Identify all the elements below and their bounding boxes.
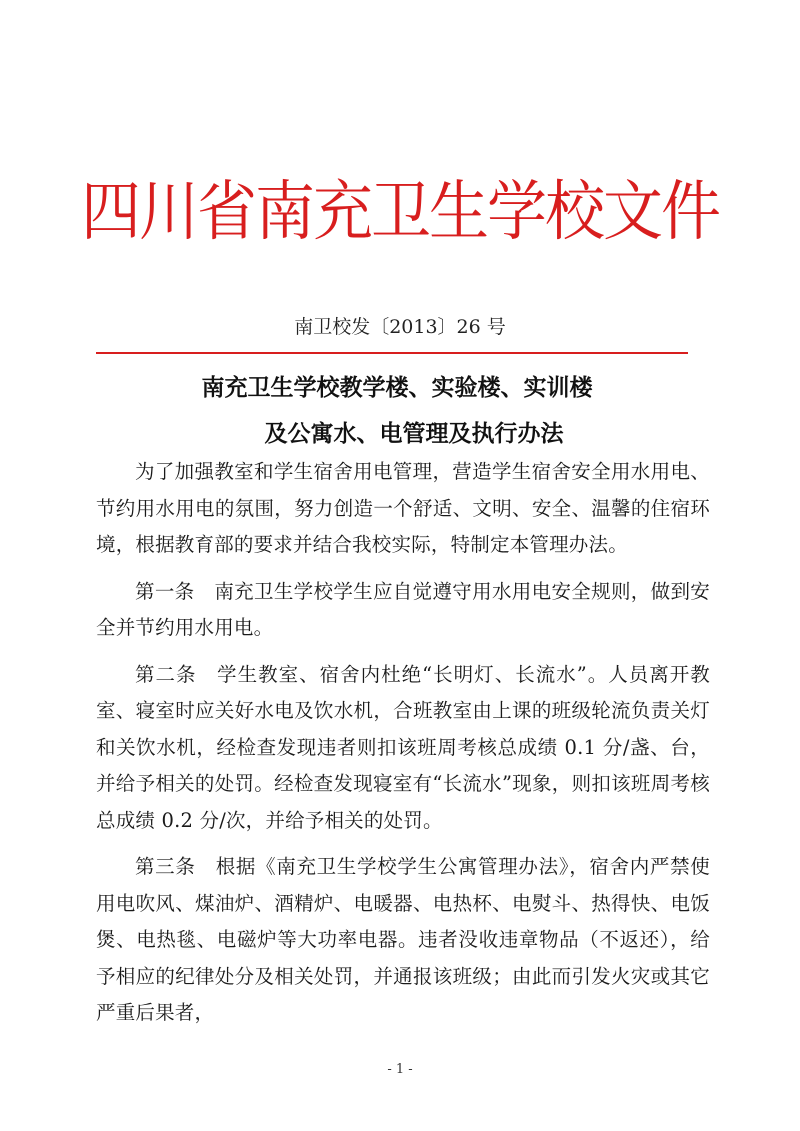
document-number: 南卫校发〔2013〕26 号 — [294, 316, 506, 338]
body-paragraph-article-3: 第三条 根据《南充卫生学校学生公寓管理办法》，宿舍内严禁使用电吹风、煤油炉、酒精炉、电暖器、电热杯、电熨斗、热得快、电饭煲、电热毯、电磁炉等大功率电器。违者没收违章物品（不返还），给予相应的纪律处分及相关处罚，并通报该班级；由此而引发火灾或其它严重后果者， — [96, 855, 710, 1024]
page-number: - 1 - — [387, 1062, 413, 1077]
body-paragraph-article-1: 第一条 南充卫生学校学生应自觉遵守用水用电安全规则，做到安全并节约用水用电。 — [96, 579, 710, 639]
body-paragraph-intro: 为了加强教室和学生宿舍用电管理，营造学生宿舍安全用水用电、节约用水用电的氛围，努力创造一个舒适、文明、安全、温馨的住宿环境，根据教育部的要求并结合我校实际，特制定本管理办法。 — [96, 460, 710, 556]
red-divider-rule — [96, 352, 688, 354]
document-title-line-2: 及公寓水、电管理及执行办法 — [264, 421, 564, 447]
document-title-line-1: 南充卫生学校教学楼、实验楼、实训楼 — [201, 375, 593, 401]
document-masthead: 四川省南充卫生学校文件 — [81, 174, 719, 250]
body-paragraph-article-2: 第二条 学生教室、宿舍内杜绝“长明灯、长流水”。人员离开教室、寝室时应关好水电及饮水机，合班教室由上课的班级轮流负责关灯和关饮水机，经检查发现违者则扣该班周考核总成绩 0.1 分/盏、台，并给予相关的处罚。经检查发现寝室有“长流水”现象，则扣该班周考核总成绩 0.2 分/次，并给予相关的处罚。 — [96, 662, 710, 832]
document-body — [96, 454, 710, 1042]
